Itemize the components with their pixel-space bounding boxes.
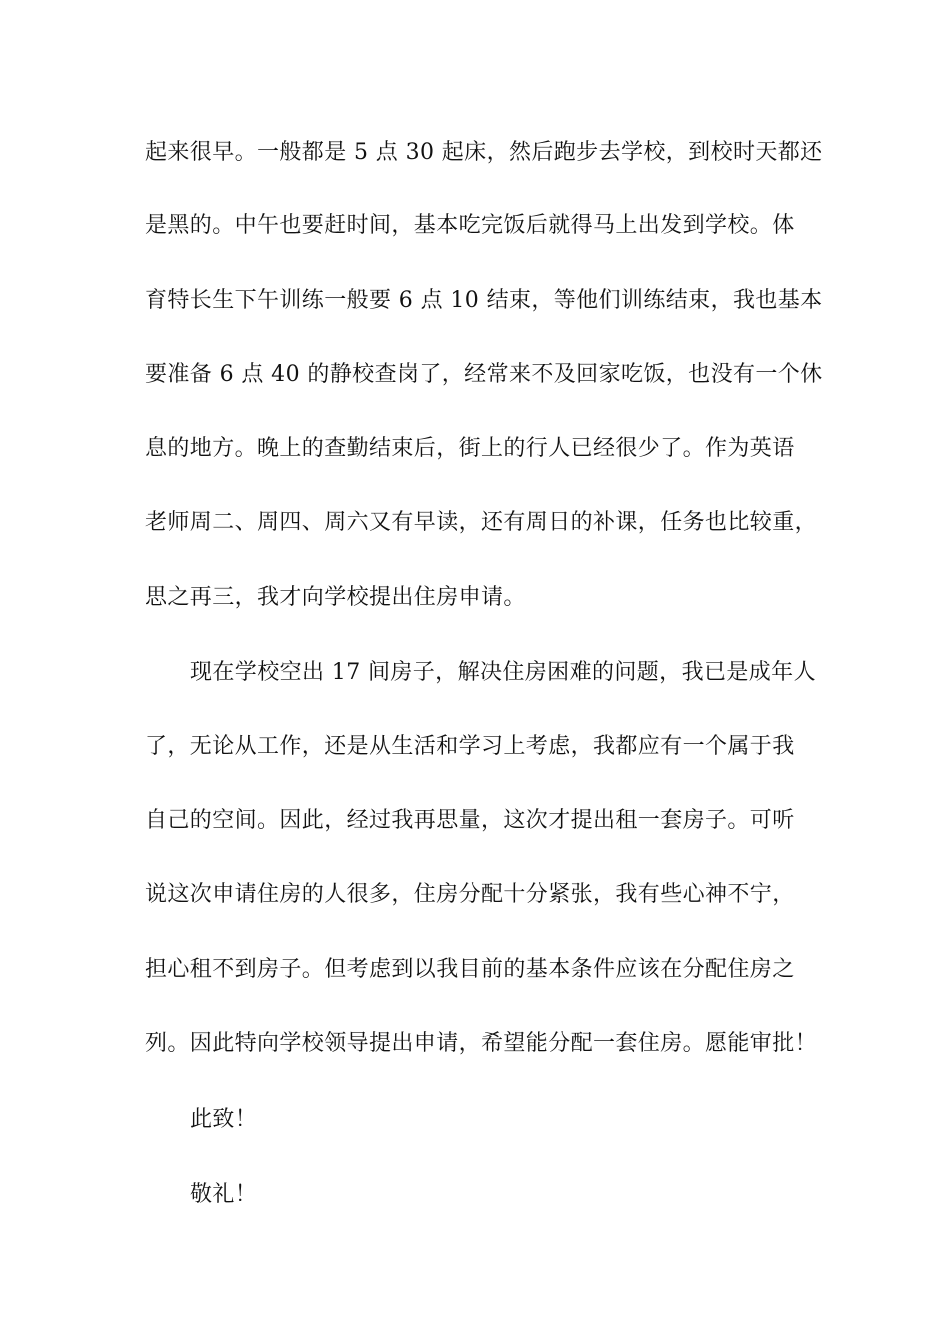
paragraph-2-line-6: 列。因此特向学校领导提出申请，希望能分配一套住房。愿能审批！ (145, 1031, 818, 1056)
paragraph-2-line-4: 说这次申请住房的人很多，住房分配十分紧张，我有些心神不宁， (145, 882, 795, 907)
paragraph-1-line-7: 思之再三，我才向学校提出住房申请。 (145, 585, 526, 610)
closing-salutation: 此致！ (190, 1107, 258, 1132)
paragraph-1-line-2: 是黑的。中午也要赶时间，基本吃完饭后就得马上出发到学校。体 (145, 213, 795, 238)
paragraph-1-line-6: 老师周二、周四、周六又有早读，还有周日的补课，任务也比较重， (145, 510, 818, 535)
paragraph-1-line-3: 育特长生下午训练一般要 6 点 10 结束，等他们训练结束，我也基本 (145, 288, 823, 313)
paragraph-2-line-3: 自己的空间。因此，经过我再思量，这次才提出租一套房子。可听 (145, 808, 795, 833)
paragraph-2-line-5: 担心租不到房子。但考虑到以我目前的基本条件应该在分配住房之 (145, 957, 795, 982)
paragraph-1-line-5: 息的地方。晚上的查勤结束后，街上的行人已经很少了。作为英语 (145, 436, 795, 461)
paragraph-2-line-1: 现在学校空出 17 间房子，解决住房困难的问题，我已是成年人 (190, 660, 816, 685)
paragraph-2-line-2: 了，无论从工作，还是从生活和学习上考虑，我都应有一个属于我 (145, 734, 795, 759)
closing-regards: 敬礼！ (190, 1182, 258, 1207)
paragraph-1-line-1: 起来很早。一般都是 5 点 30 起床，然后跑步去学校，到校时天都还 (145, 140, 823, 165)
paragraph-1-line-4: 要准备 6 点 40 的静校查岗了，经常来不及回家吃饭，也没有一个休 (145, 362, 823, 387)
